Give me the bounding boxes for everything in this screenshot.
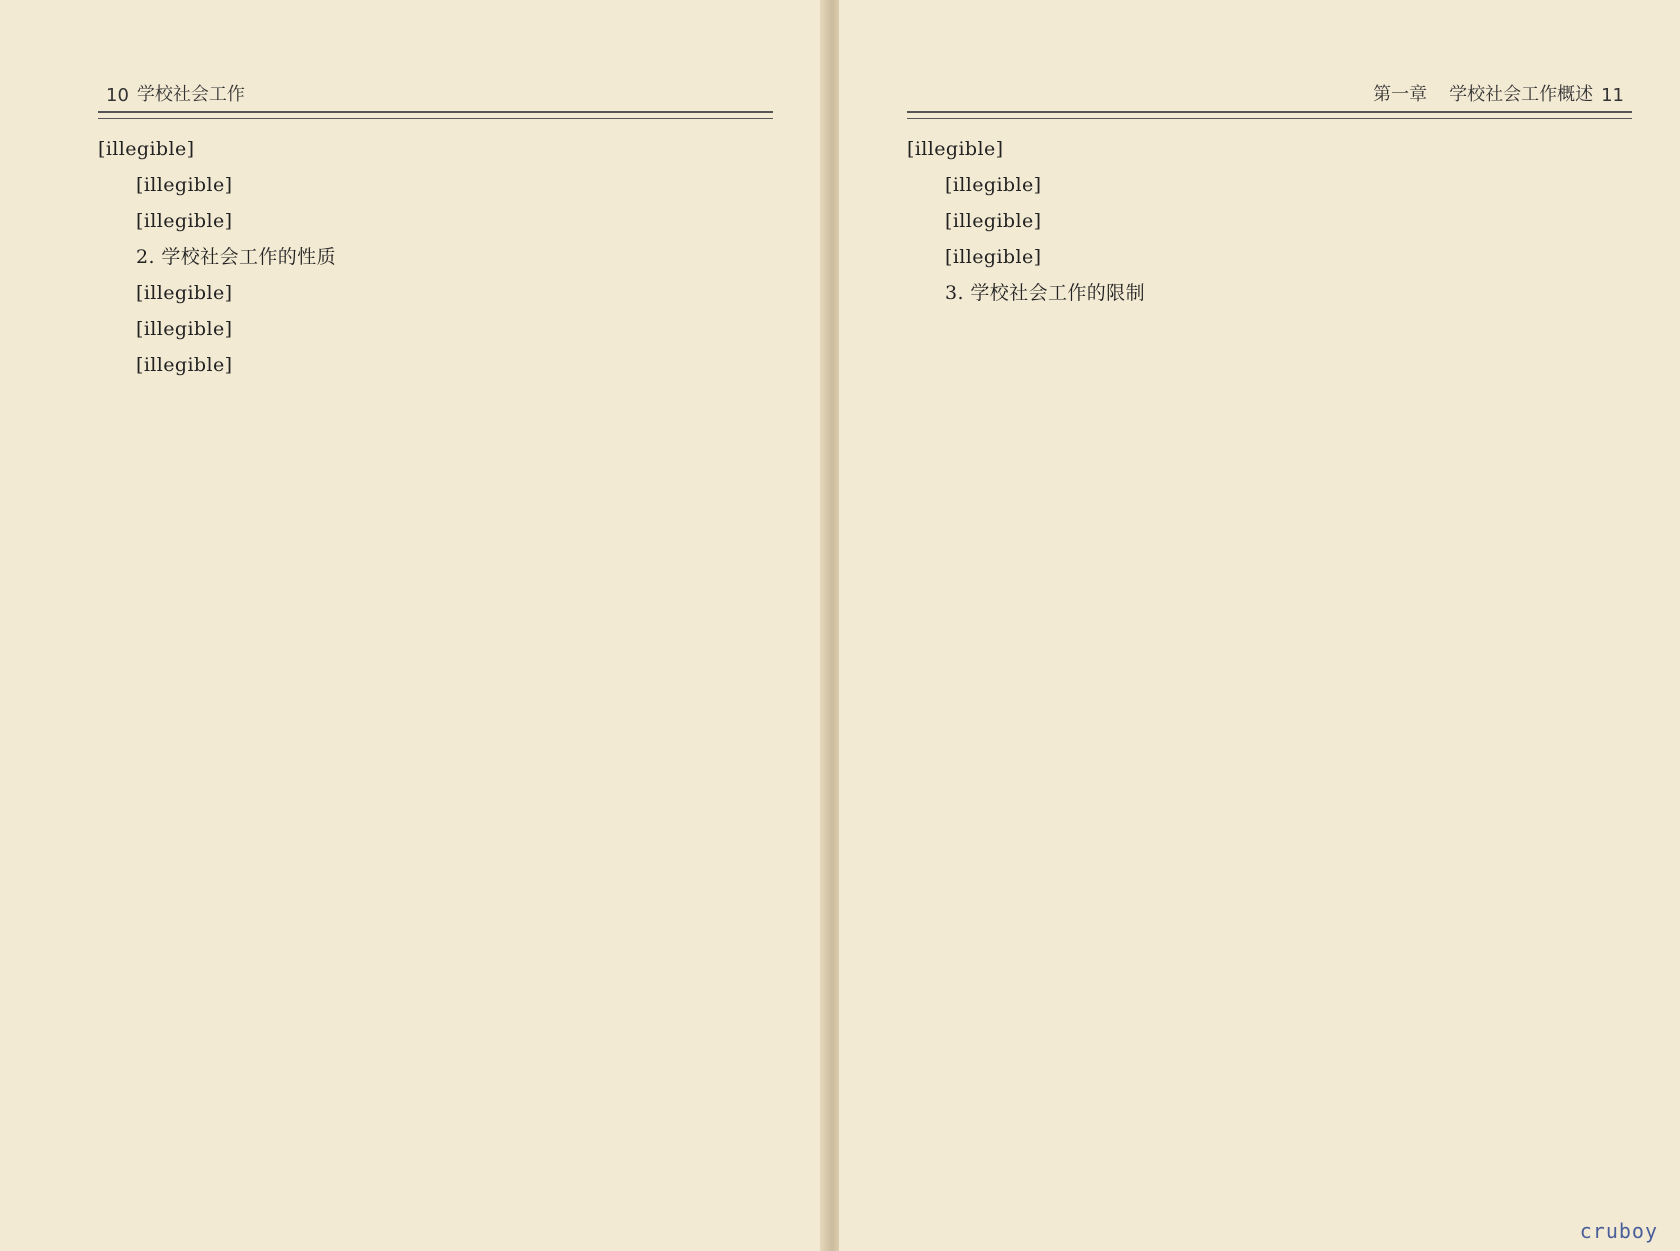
left-paragraph-4: [illegible]	[136, 282, 233, 304]
left-page-number: 10	[106, 85, 129, 106]
left-paragraph-3: [illegible]	[136, 210, 233, 232]
right-running-head	[907, 78, 1632, 106]
right-page-number: 11	[1601, 85, 1624, 106]
right-paragraph-3: [illegible]	[945, 210, 1042, 232]
left-paragraph-1: [illegible]	[98, 138, 195, 160]
left-running-title: 学校社会工作	[136, 84, 245, 105]
right-chapter-label: 第一章	[1373, 84, 1428, 105]
right-header-rule	[907, 111, 1632, 119]
right-paragraph-2: [illegible]	[945, 174, 1042, 196]
left-body	[98, 131, 773, 383]
right-paragraph-1: [illegible]	[907, 138, 1004, 160]
right-page	[838, 0, 1680, 1251]
left-section-heading: 2. 学校社会工作的性质	[136, 246, 336, 268]
right-running-title: 学校社会工作概述	[1449, 84, 1594, 105]
scanner-watermark: cruboy	[1579, 1219, 1658, 1243]
right-paragraph-4: [illegible]	[945, 246, 1042, 268]
right-body	[907, 131, 1632, 311]
left-paragraph-5: [illegible]	[136, 318, 233, 340]
left-header-rule	[98, 111, 773, 119]
left-paragraph-2: [illegible]	[136, 174, 233, 196]
left-page	[0, 0, 826, 1251]
right-section-heading: 3. 学校社会工作的限制	[945, 282, 1145, 304]
left-paragraph-6: [illegible]	[136, 354, 233, 376]
left-running-head	[98, 78, 773, 106]
